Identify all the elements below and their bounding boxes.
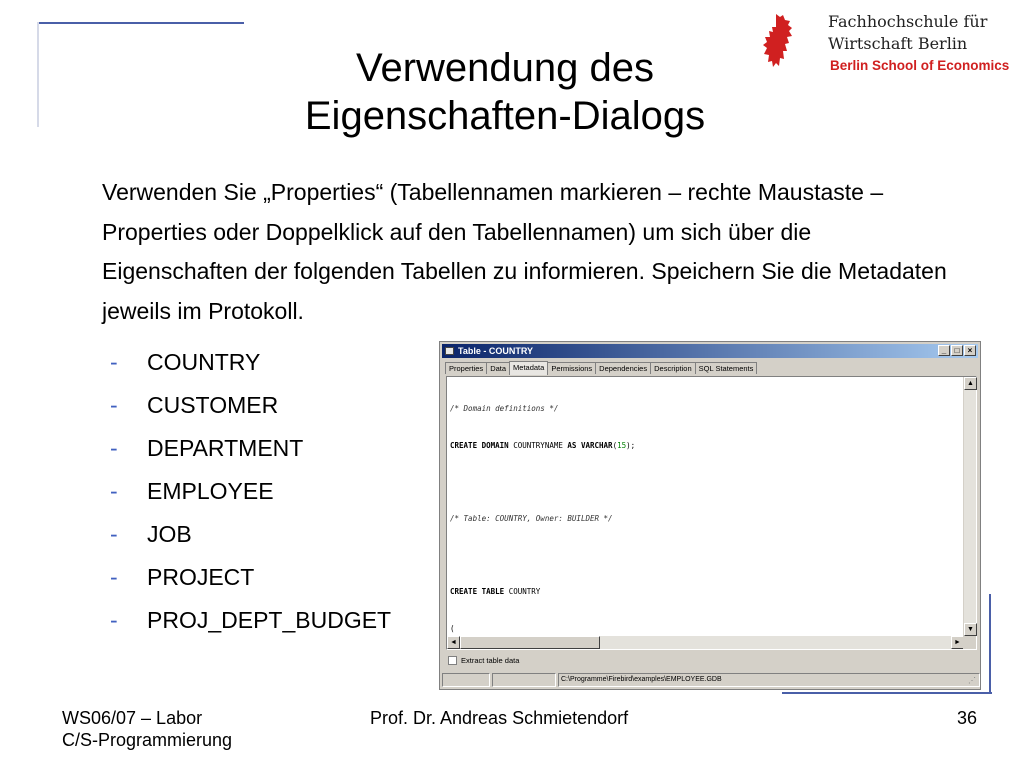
bullet-dash: - xyxy=(110,478,118,504)
scroll-left-button[interactable]: ◄ xyxy=(447,636,460,649)
list-item xyxy=(110,513,391,556)
tab-metadata[interactable]: Metadata xyxy=(509,361,548,375)
tab-description[interactable]: Description xyxy=(650,362,696,374)
extract-table-data-label: Extract table data xyxy=(461,656,520,665)
extract-table-data-checkbox[interactable] xyxy=(448,656,457,665)
bullet-dash: - xyxy=(110,435,118,461)
code-text: COUNTRY xyxy=(504,587,541,597)
metadata-editor[interactable] xyxy=(446,376,977,650)
tab-dependencies[interactable]: Dependencies xyxy=(595,362,651,374)
tab-data[interactable]: Data xyxy=(486,362,510,374)
metadata-code xyxy=(450,379,955,634)
list-item xyxy=(110,599,391,642)
list-item-label: EMPLOYEE xyxy=(147,478,274,504)
dialog-title: Table - COUNTRY xyxy=(458,346,534,356)
school-logo xyxy=(758,10,1020,76)
code-text: COUNTRYNAME xyxy=(508,441,568,450)
page-number: 36 xyxy=(957,708,978,728)
scroll-right-button[interactable]: ► xyxy=(951,636,964,649)
code-line xyxy=(450,477,955,489)
code-comment: /* Table: COUNTRY, Owner: BUILDER */ xyxy=(450,514,613,524)
bullet-dash: - xyxy=(110,607,118,633)
status-cell-2 xyxy=(492,673,556,687)
footer-course xyxy=(62,707,232,751)
code-line xyxy=(450,550,955,562)
status-path: C:\Programme\Firebird\examples\EMPLOYEE.GDB xyxy=(558,673,980,687)
status-bar xyxy=(442,673,978,687)
code-text: ( xyxy=(612,441,618,450)
bullet-dash: - xyxy=(110,392,118,418)
list-item xyxy=(110,341,391,384)
code-line xyxy=(450,513,955,525)
list-item xyxy=(110,427,391,470)
status-cell-1 xyxy=(442,673,490,687)
bullet-dash: - xyxy=(110,564,118,590)
code-keyword: CREATE DOMAIN xyxy=(450,441,509,450)
decor-line-right xyxy=(989,594,991,694)
code-text: ); xyxy=(626,441,636,450)
code-keyword: AS VARCHAR xyxy=(567,441,613,450)
scroll-thumb[interactable] xyxy=(460,636,600,649)
logo-line-2: Wirtschaft Berlin xyxy=(828,34,968,53)
code-line xyxy=(450,440,955,452)
slide-title-line-2: Eigenschaften-Dialogs xyxy=(304,94,706,138)
tab-permissions[interactable]: Permissions xyxy=(547,362,596,374)
intro-paragraph: Verwenden Sie „Properties“ (Tabellennamen markieren – rechte Maustaste – Properties oder Doppelklick auf den Tabellennamen) um sich über die Eigenschaften der folgenden Tabellen zu informieren. Speichern Sie die Metadaten jeweils im Protokoll. xyxy=(102,179,947,324)
list-item-label: JOB xyxy=(147,521,192,547)
decor-line-top xyxy=(37,22,244,24)
list-item xyxy=(110,384,391,427)
list-item xyxy=(110,470,391,513)
code-text: ( xyxy=(450,623,455,633)
logo-line-1: Fachhochschule für xyxy=(828,12,988,31)
table-properties-dialog xyxy=(439,341,981,690)
bullet-dash: - xyxy=(110,349,118,375)
dialog-titlebar[interactable] xyxy=(442,344,978,358)
maximize-button[interactable]: □ xyxy=(951,345,963,356)
code-line xyxy=(450,586,955,598)
code-comment: /* Domain definitions */ xyxy=(450,404,559,414)
scroll-up-button[interactable]: ▲ xyxy=(964,377,977,390)
slide-title xyxy=(250,44,760,140)
horizontal-scrollbar[interactable] xyxy=(447,636,964,649)
tab-properties[interactable]: Properties xyxy=(445,362,487,374)
scroll-down-button[interactable]: ▼ xyxy=(964,623,977,636)
list-item-label: PROJECT xyxy=(147,564,255,590)
code-keyword: CREATE TABLE xyxy=(450,587,505,597)
bullet-dash: - xyxy=(110,521,118,547)
list-item-label: COUNTRY xyxy=(147,349,261,375)
table-icon xyxy=(445,347,454,355)
berlin-bear-icon xyxy=(762,12,798,72)
table-list xyxy=(110,341,391,642)
tab-sql-statements[interactable]: SQL Statements xyxy=(695,362,758,374)
footer-author: Prof. Dr. Andreas Schmietendorf xyxy=(370,708,629,728)
footer-course-line-2: C/S-Programmierung xyxy=(62,730,233,750)
resize-grip-icon[interactable]: ⋰ xyxy=(968,676,976,685)
minimize-button[interactable]: _ xyxy=(938,345,950,356)
close-button[interactable]: × xyxy=(964,345,976,356)
decor-line-bottom xyxy=(782,692,992,694)
decor-line-left xyxy=(37,22,39,127)
code-number: 15 xyxy=(617,441,627,450)
list-item-label: CUSTOMER xyxy=(147,392,279,418)
logo-line-3: Berlin School of Economics xyxy=(830,58,1010,73)
slide-title-line-1: Verwendung des xyxy=(355,46,654,90)
extract-table-data-option[interactable] xyxy=(448,656,519,665)
window-controls xyxy=(938,345,976,356)
scroll-corner xyxy=(963,636,976,649)
vertical-scrollbar[interactable] xyxy=(963,377,976,636)
dialog-tabs xyxy=(445,361,756,374)
code-line xyxy=(450,623,955,634)
footer-course-line-1: WS06/07 – Labor xyxy=(62,708,203,728)
list-item xyxy=(110,556,391,599)
list-item-label: DEPARTMENT xyxy=(147,435,304,461)
code-line xyxy=(450,403,955,415)
list-item-label: PROJ_DEPT_BUDGET xyxy=(147,607,392,633)
